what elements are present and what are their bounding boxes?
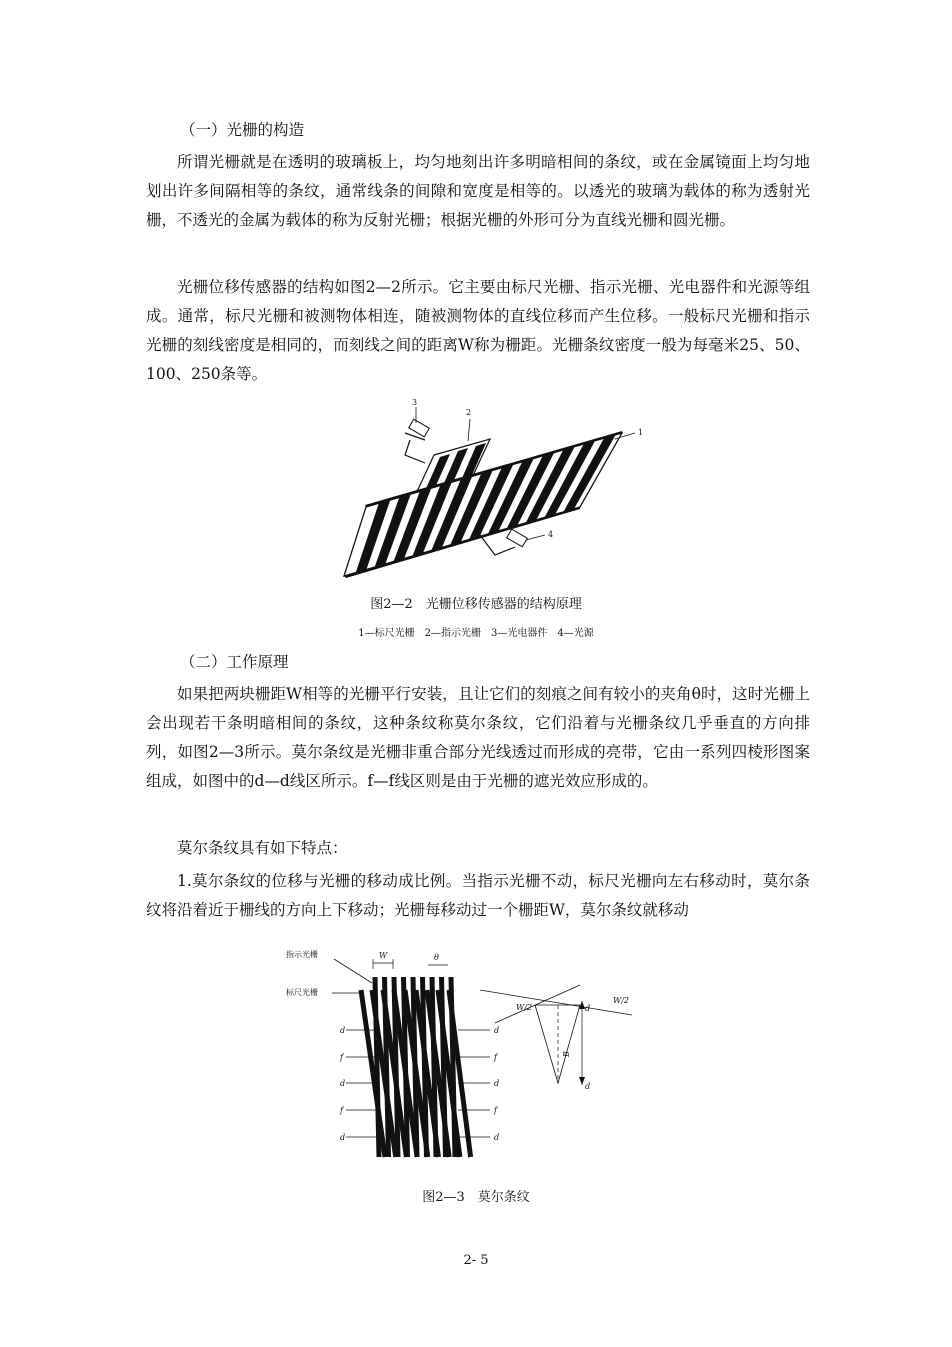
label-3: 3 — [412, 398, 418, 407]
label-B: B — [562, 1051, 571, 1057]
label-2: 2 — [466, 408, 472, 417]
label-d: d — [340, 1133, 346, 1142]
label-d-top: d — [585, 1004, 591, 1013]
label-d: d — [340, 1079, 346, 1088]
photodetector-part — [405, 419, 429, 463]
paragraph-moire-principle: 如果把两块栅距W相等的光栅平行安装，且让它们的刻痕之间有较小的夹角θ时，这时光栅上会出现若干条明暗相间的条纹，这种条纹称莫尔条纹，它们沿着与光栅条纹几乎垂直的方向排列，如图2—3所示。莫尔条纹是光栅非重合部分光线透过而形成的亮带，它由一系列四棱形图案组成，如图中的d—d线区所示。f—f线区则是由于光栅的遮光效应形成的。 — [146, 685, 810, 790]
label-W: W — [379, 951, 388, 960]
label-f: f — [340, 1053, 343, 1062]
page-number: 2- 5 — [463, 1253, 489, 1268]
moire-grating-bars — [361, 977, 471, 1157]
label-W2-left: W/2 — [516, 1003, 533, 1012]
paragraph-features-intro: 莫尔条纹具有如下特点： — [177, 839, 348, 857]
figure-caption-2-3: 图2—3 莫尔条纹 — [422, 1190, 530, 1205]
label-theta: θ — [434, 953, 439, 962]
label-d: d — [494, 1133, 500, 1142]
label-f: f — [494, 1106, 497, 1115]
label-1: 1 — [638, 428, 644, 437]
label-f: f — [340, 1106, 343, 1115]
moire-geometry-diagram — [480, 985, 632, 1091]
section-heading-structure: （一）光栅的构造 — [180, 121, 305, 139]
label-W2-right: W/2 — [613, 996, 630, 1005]
label-d: d — [494, 1026, 500, 1035]
label-f: f — [494, 1053, 497, 1062]
paragraph-sensor-structure: 光栅位移传感器的结构如图2—2所示。它主要由标尺光栅、指示光栅、光电器件和光源等组成。通常，标尺光栅和被测物体相连，随被测物体的直线位移而产生位移。一般标尺光栅和指示光栅的刻线密度是相同的，而刻线之间的距离W称为栅距。光栅条纹密度一般为每毫米25、50、100、250条等。 — [146, 278, 810, 383]
label-indicator-grating: 指示光栅 — [286, 950, 318, 959]
label-4: 4 — [548, 530, 554, 539]
label-scale-grating: 标尺光栅 — [286, 988, 318, 997]
section-heading-principle: （二）工作原理 — [180, 653, 289, 671]
figure-legend-2-2: 1—标尺光栅 2—指示光栅 3—光电器件 4—光源 — [358, 628, 594, 639]
label-d-bottom: d — [585, 1082, 591, 1091]
label-d: d — [340, 1026, 346, 1035]
figure-grating-sensor — [330, 395, 670, 585]
paragraph-feature-1: 1.莫尔条纹的位移与光栅的移动成比例。当指示光栅不动，标尺光栅向左右移动时，莫尔条纹将沿着近于栅线的方向上下移动；光栅每移动过一个栅距W，莫尔条纹就移动 — [146, 872, 810, 919]
figure-moire-fringes — [280, 945, 650, 1175]
figure-caption-2-2: 图2—2 光栅位移传感器的结构原理 — [370, 597, 582, 612]
paragraph-grating-definition: 所谓光栅就是在透明的玻璃板上，均匀地刻出许多明暗相间的条纹，或在金属镜面上均匀地划出许多间隔相等的条纹，通常线条的间隙和宽度是相等的。以透光的玻璃为载体的称为透射光栅，不透光的金属为载体的称为反射光栅；根据光栅的外形可分为直线光栅和圆光栅。 — [146, 153, 810, 229]
label-d: d — [494, 1079, 500, 1088]
